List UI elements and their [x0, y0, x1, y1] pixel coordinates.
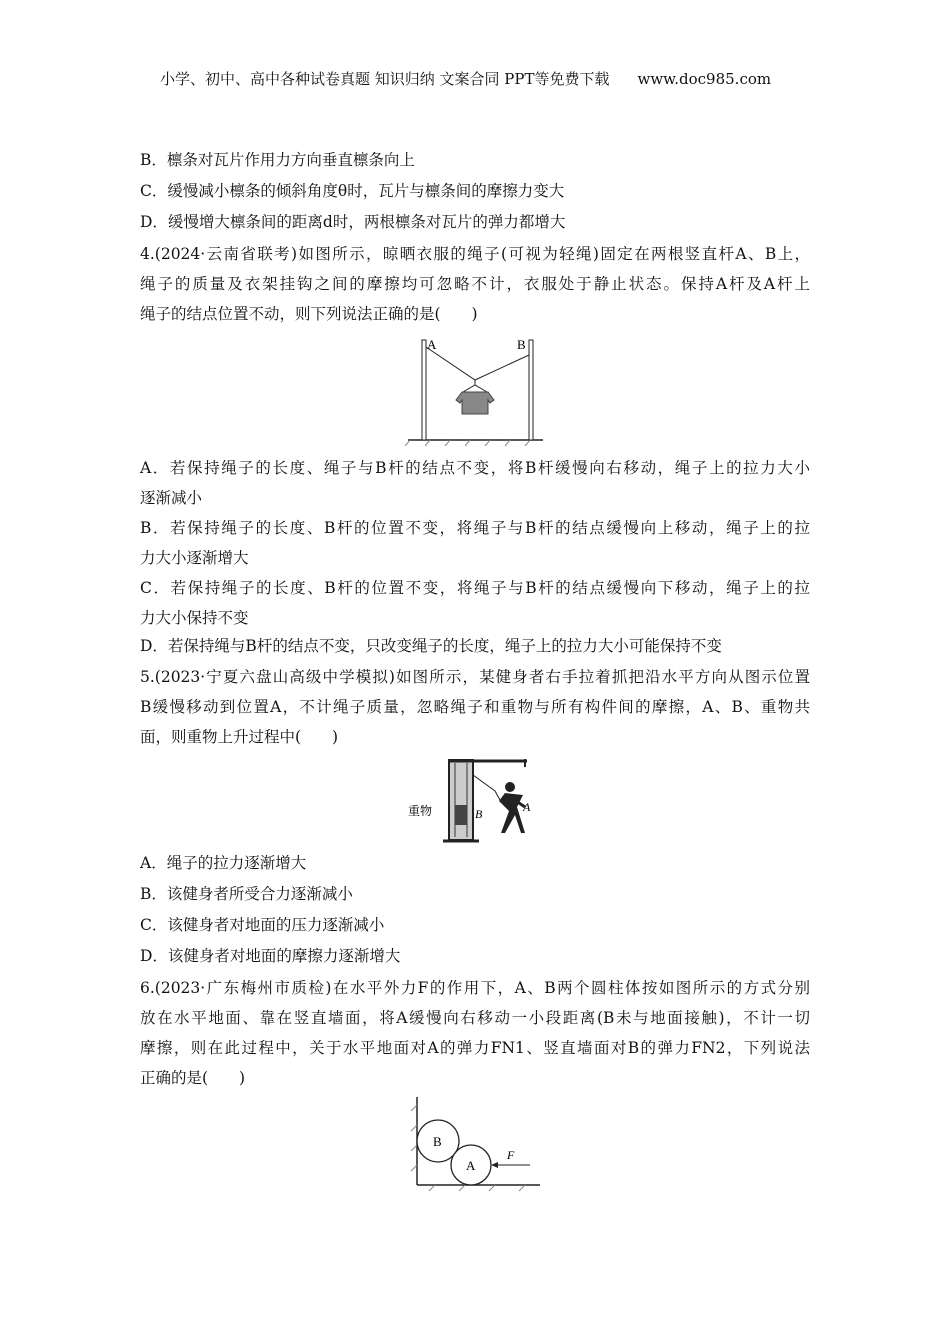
q4-option-b: B．若保持绳子的长度、B杆的位置不变，将绳子与B杆的结点缓慢向上移动，绳子上的拉 — [140, 519, 810, 537]
q4-option-a: A．若保持绳子的长度、绳子与B杆的结点不变，将B杆缓慢向右移动，绳子上的拉力大小 — [140, 459, 810, 477]
q4-option-c: C．若保持绳子的长度、B杆的位置不变，将绳子与B杆的结点缓慢向下移动，绳子上的拉 — [140, 579, 810, 597]
q4-figure-clothesline — [405, 335, 545, 447]
position-b-label: B — [475, 807, 483, 821]
q3-option-c: C．缓慢减小檩条的倾斜角度θ时，瓦片与檩条间的摩擦力变大 — [140, 182, 565, 200]
page-header — [160, 68, 771, 89]
q4-option-c-cont: 力大小保持不变 — [140, 609, 249, 627]
q6-stem-line: 放在水平地面、靠在竖直墙面，将A缓慢向右移动一小段距离(B未与地面接触)，不计一切 — [140, 1009, 810, 1027]
q3-option-b: B．檩条对瓦片作用力方向垂直檩条向上 — [140, 151, 415, 169]
weight-label: 重物 — [408, 804, 433, 818]
q4-option-b-cont: 力大小逐渐增大 — [140, 549, 249, 567]
pole-b-label: B — [517, 337, 526, 352]
q4-stem-line: 绳子的质量及衣架挂钩之间的摩擦均可忽略不计，衣服处于静止状态。保持A杆及A杆上 — [140, 275, 810, 293]
q5-option-b: B．该健身者所受合力逐渐减小 — [140, 885, 353, 903]
q5-option-d: D．该健身者对地面的摩擦力逐渐增大 — [140, 947, 401, 965]
q4-option-d: D．若保持绳与B杆的结点不变，只改变绳子的长度，绳子上的拉力大小可能保持不变 — [140, 637, 722, 655]
header-url: www.doc985.com — [637, 70, 772, 88]
pole-a-label: A — [427, 337, 437, 352]
cylinder-a-label: A — [466, 1158, 476, 1173]
cylinder-b-label: B — [433, 1134, 442, 1149]
q6-figure-cylinders — [405, 1095, 545, 1195]
q5-option-c: C．该健身者对地面的压力逐渐减小 — [140, 916, 385, 934]
header-text: 小学、初中、高中各种试卷真题 知识归纳 文案合同 PPT等免费下载 — [160, 70, 610, 88]
q5-stem-line: 面，则重物上升过程中( ) — [140, 728, 339, 746]
q5-figure-gym — [405, 755, 550, 843]
q4-stem-line: 4.(2024·云南省联考)如图所示，晾晒衣服的绳子(可视为轻绳)固定在两根竖直杆A、B上， — [140, 245, 810, 263]
q4-option-a-cont: 逐渐减小 — [140, 489, 203, 507]
q3-option-d: D．缓慢增大檩条间的距离d时，两根檩条对瓦片的弹力都增大 — [140, 213, 566, 231]
q5-stem-line: B缓慢移动到位置A，不计绳子质量，忽略绳子和重物与所有构件间的摩擦，A、B、重物共 — [140, 698, 810, 716]
q5-stem-line: 5.(2023·宁夏六盘山高级中学模拟)如图所示，某健身者右手拉着抓把沿水平方向从图示位置 — [140, 668, 810, 686]
position-a-label: A — [523, 800, 531, 814]
q6-stem-line: 正确的是( ) — [140, 1069, 246, 1087]
q6-stem-line: 摩擦，则在此过程中，关于水平地面对A的弹力FN1、竖直墙面对B的弹力FN2，下列说法 — [140, 1039, 810, 1057]
q4-stem-line: 绳子的结点位置不动，则下列说法正确的是( ) — [140, 305, 478, 323]
q5-option-a: A．绳子的拉力逐渐增大 — [140, 854, 307, 872]
force-f-label: F — [507, 1148, 515, 1162]
q6-stem-line: 6.(2023·广东梅州市质检)在水平外力F的作用下，A、B两个圆柱体按如图所示的方式分别 — [140, 979, 810, 997]
